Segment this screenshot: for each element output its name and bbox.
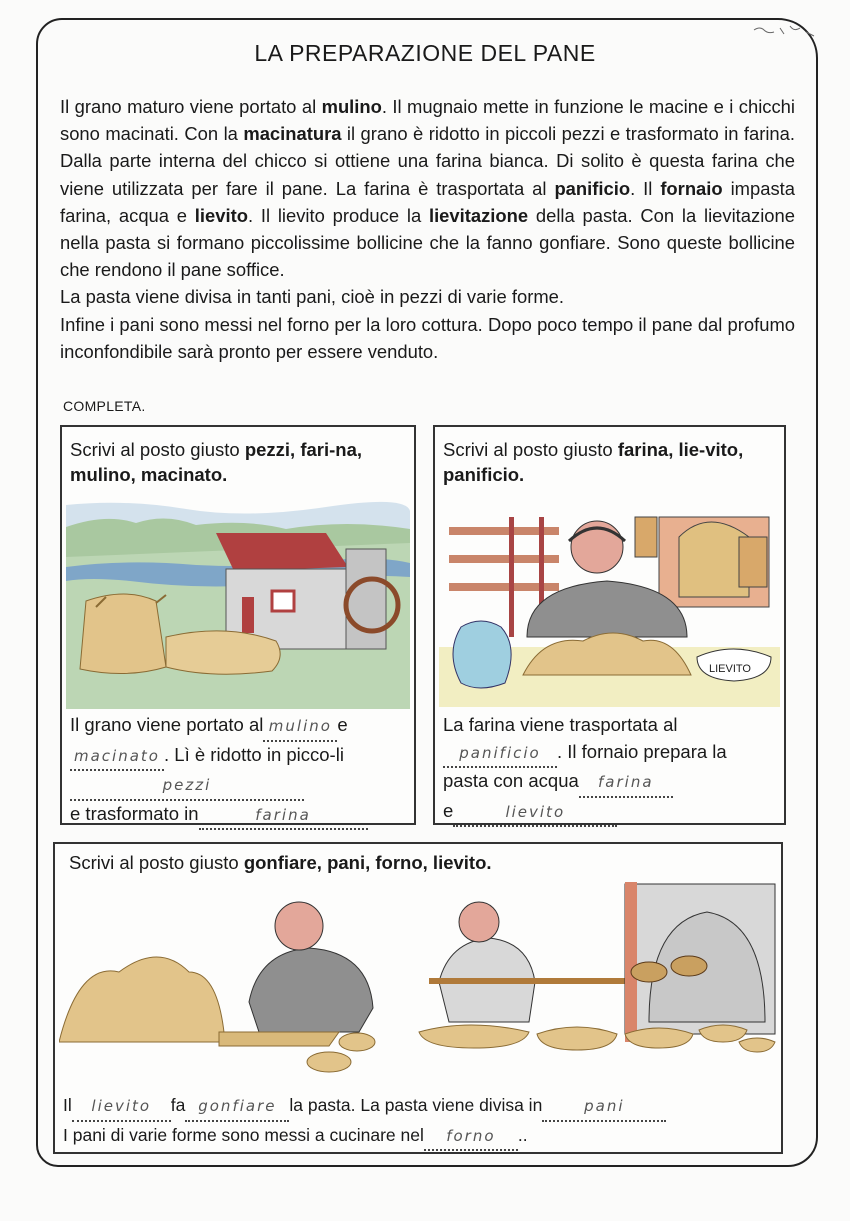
answer-gonfiare[interactable]: gonfiare [185,1093,289,1122]
paragraph-3: Infine i pani sono messi nel forno per la loro cottura. Dopo poco tempo il pane dal profumo inconfondibile sarà pronto per essere venduto. [60,313,795,362]
exercise-box-oven [53,842,783,1154]
keyword-lievitazione: lievitazione [428,204,529,226]
word-list-3: gonfiare, pani, forno, lievito. [243,852,492,873]
keyword-fornaio: fornaio [660,177,723,199]
paragraph-1: Il grano maturo viene portato al mulino. Il mugnaio mette in funzione le macine e i chicchi sono macinati. Con la macinatura il grano è ridotto in piccoli pezzi e trasformato in farina. Dalla parte interna del chicco si ottiene una farina bianca. Di solito è questa farina che viene utilizzata per fare il pane. La farina è trasportata al panificio. Il fornaio impasta farina, acqua e lievito. Il lievito produce la lievitazione della pasta. Con la lievitazione nella pasta si formano piccolissime bollicine che la fanno gonfiare. Sono queste bollicine che rendono il pane soffice. [60,96,796,281]
answer-pani[interactable]: pani [542,1093,666,1122]
paragraph-2: La pasta viene divisa in tanti pani, cioè in pezzi di varie forme. [60,286,564,308]
exercise-box-bakery [433,425,786,825]
answer-pezzi[interactable]: pezzi [70,772,304,801]
answer-farina[interactable]: farina [199,802,368,831]
instruction-3: Scrivi al posto giusto gonfiare, pani, forno, lievito. [69,852,492,873]
keyword-mulino: mulino [321,96,382,117]
keyword-panificio: panificio [554,177,631,199]
page-title: LA PREPARAZIONE DEL PANE [254,40,596,66]
word-list-2: farina, lie-vito, panificio. [443,439,744,485]
instruction-1: Scrivi al posto giusto pezzi, fari-na, mulino, macinato. [70,439,363,485]
word-list-1: pezzi, fari-na, mulino, macinato. [70,439,363,485]
answer-forno[interactable]: forno [424,1123,518,1152]
answer-farina-2[interactable]: farina [579,769,673,798]
answer-lievito[interactable]: lievito [453,799,617,828]
keyword-lievito: lievito [194,204,248,226]
answer-mulino[interactable]: mulino [263,713,337,742]
fill-text-2: La farina viene trasportata alpanificio . Il fornaio prepara la pasta con acqua farina e lievito [443,712,776,827]
keyword-macinatura: macinatura [243,123,342,145]
oven-illustration [59,882,777,1088]
completa-label: COMPLETA. [63,398,146,414]
answer-lievito-3[interactable]: lievito [72,1093,171,1122]
answer-panificio[interactable]: panificio [443,740,557,769]
mill-illustration [66,497,410,709]
fill-text-1: Il grano viene portato al mulino e macinato . Lì è ridotto in picco-lipezzi e trasformato in farina [70,712,406,830]
fill-text-3: Il lievito fa gonfiare la pasta. La pasta viene divisa in pani I pani di varie forme sono messi a cucinare nel forno .. [63,1092,773,1151]
bakery-illustration [439,497,780,707]
answer-macinato[interactable]: macinato [70,743,164,772]
reading-text [60,93,795,365]
lievito-label: LIEVITO [709,663,751,675]
instruction-2: Scrivi al posto giusto farina, lie-vito, panificio. [443,439,744,485]
exercise-box-mill [60,425,416,825]
